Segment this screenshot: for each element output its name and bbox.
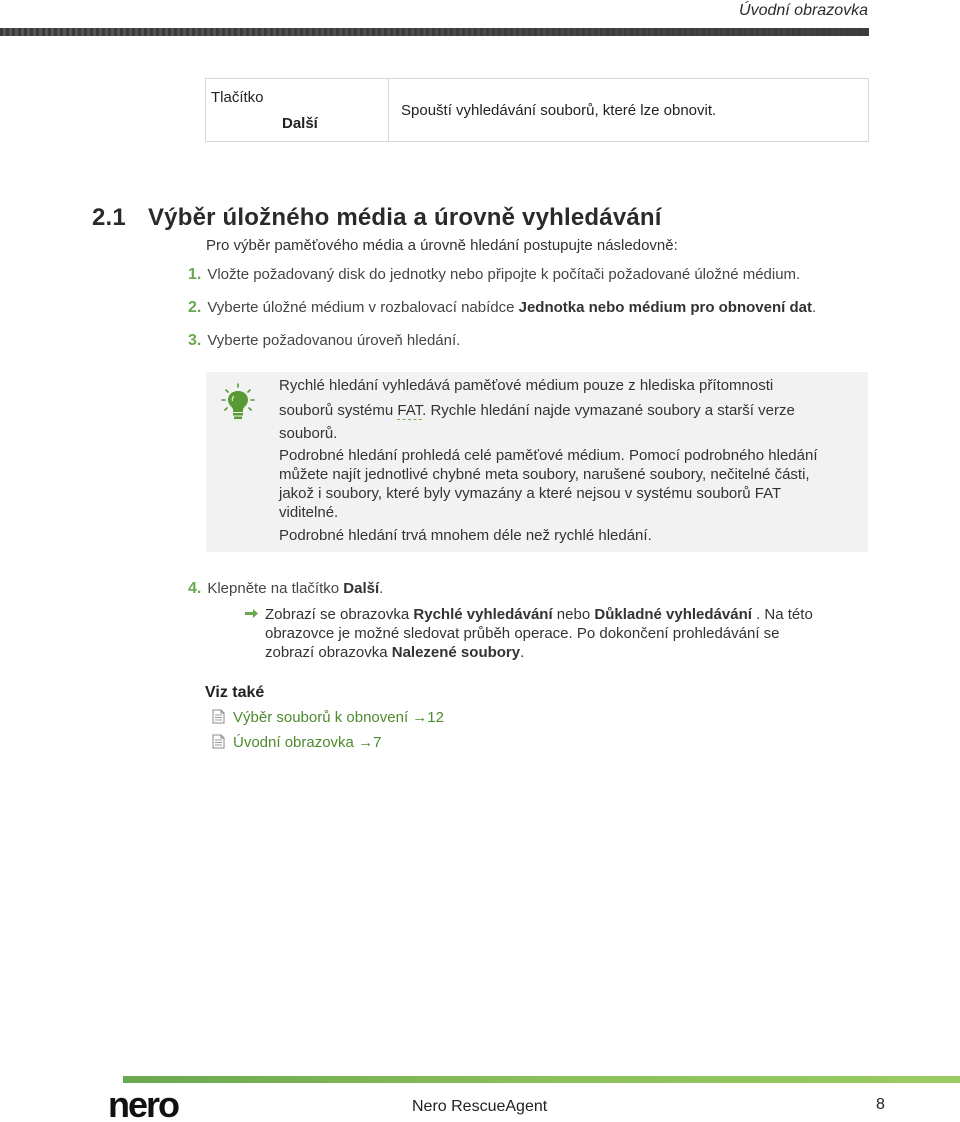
arrow-right-icon xyxy=(245,608,259,619)
step-number: 2. xyxy=(188,299,202,316)
definition-description: Spouští vyhledávání souborů, které lze obnovit. xyxy=(401,102,717,119)
link-label: Úvodní obrazovka xyxy=(233,734,354,751)
tip-line: Podrobné hledání prohledá celé paměťové médium. Pomocí podrobného hledání xyxy=(279,447,818,464)
nero-logo xyxy=(108,1090,212,1122)
step-text: Vložte požadovaný disk do jednotky nebo připojte k počítači požadované úložné médium. xyxy=(207,266,801,283)
step-text: Vyberte požadovanou úroveň hledání. xyxy=(207,332,461,349)
tip-text-segment: souborů systému xyxy=(279,402,398,419)
step-number: 4. xyxy=(188,580,202,597)
fat-glossary-link[interactable]: FAT xyxy=(397,402,423,419)
tip-line: souborů. xyxy=(279,425,338,442)
definition-table xyxy=(205,78,869,142)
tip-line: jakož i soubory, které byly vymazány a které nejsou v systému souborů FAT xyxy=(279,485,782,502)
tip-line: Podrobné hledání trvá mnohem déle než rychlé hledání. xyxy=(279,527,652,544)
tip-line: Rychlé hledání vyhledává paměťové médium pouze z hlediska přítomnosti xyxy=(279,377,774,394)
see-also-link[interactable] xyxy=(212,734,381,751)
tip-line: viditelné. xyxy=(279,504,339,521)
definition-term-cell xyxy=(206,79,389,141)
tip-line xyxy=(279,401,795,420)
result-text: nebo xyxy=(552,606,595,623)
result-line xyxy=(265,605,865,624)
link-arrow: → xyxy=(412,709,428,726)
step-4 xyxy=(188,580,383,598)
tip-text-segment: . Rychle hledání najde vymazané soubory a starší verze xyxy=(422,402,795,419)
header-divider-bar xyxy=(0,28,869,36)
link-arrow: → xyxy=(358,734,374,751)
step-3 xyxy=(188,332,460,350)
tip-box xyxy=(206,372,868,552)
link-page: 12 xyxy=(427,709,444,726)
link-page: 7 xyxy=(373,734,382,751)
result-text: . xyxy=(520,644,525,661)
section-title: Výběr úložného média a úrovně vyhledávání xyxy=(147,204,662,231)
result-line: obrazovce je možné sledovat průběh operace. Po dokončení prohledávání se xyxy=(265,625,780,642)
result-text: zobrazí obrazovka xyxy=(265,644,392,661)
step-text-end: . xyxy=(811,299,817,316)
footer-product-name: Nero RescueAgent xyxy=(412,1098,548,1115)
step-number: 3. xyxy=(188,332,202,349)
step-text: Vyberte úložné médium v rozbalovací nabídce xyxy=(207,299,519,316)
step-2 xyxy=(188,299,816,317)
dropdown-name: Jednotka nebo médium pro obnovení dat xyxy=(518,299,812,316)
section-intro: Pro výběr paměťového média a úrovně hledání postupujte následovně: xyxy=(206,237,678,254)
definition-term-label: Tlačítko xyxy=(211,89,264,106)
step-result xyxy=(265,605,865,662)
document-icon xyxy=(212,734,225,749)
step-number: 1. xyxy=(188,266,202,283)
see-also-heading: Viz také xyxy=(205,684,265,701)
document-icon xyxy=(212,709,225,724)
page-header-title: Úvodní obrazovka xyxy=(739,2,868,19)
result-text: . Na této xyxy=(751,606,813,623)
section-number: 2.1 xyxy=(92,204,126,231)
nero-logo-text: nero xyxy=(108,1090,179,1122)
see-also-link[interactable] xyxy=(212,709,444,726)
step-1 xyxy=(188,266,800,284)
step-text-end: . xyxy=(379,580,384,597)
result-line xyxy=(265,643,865,662)
definition-term-name: Další xyxy=(282,115,318,132)
button-name: Další xyxy=(343,580,380,597)
tip-line: můžete najít jednotlivé chybné meta soubory, narušené soubory, nečitelné části, xyxy=(279,466,810,483)
screen-name: Rychlé vyhledávání xyxy=(413,606,553,623)
footer-divider-bar xyxy=(123,1076,960,1083)
lightbulb-icon xyxy=(220,382,256,424)
page-number: 8 xyxy=(876,1096,885,1113)
section-heading xyxy=(92,204,662,232)
screen-name: Důkladné vyhledávání xyxy=(594,606,752,623)
screen-name: Nalezené soubory xyxy=(391,644,521,661)
result-text: Zobrazí se obrazovka xyxy=(265,606,414,623)
step-text: Klepněte na tlačítko xyxy=(207,580,344,597)
link-label: Výběr souborů k obnovení xyxy=(233,709,409,726)
